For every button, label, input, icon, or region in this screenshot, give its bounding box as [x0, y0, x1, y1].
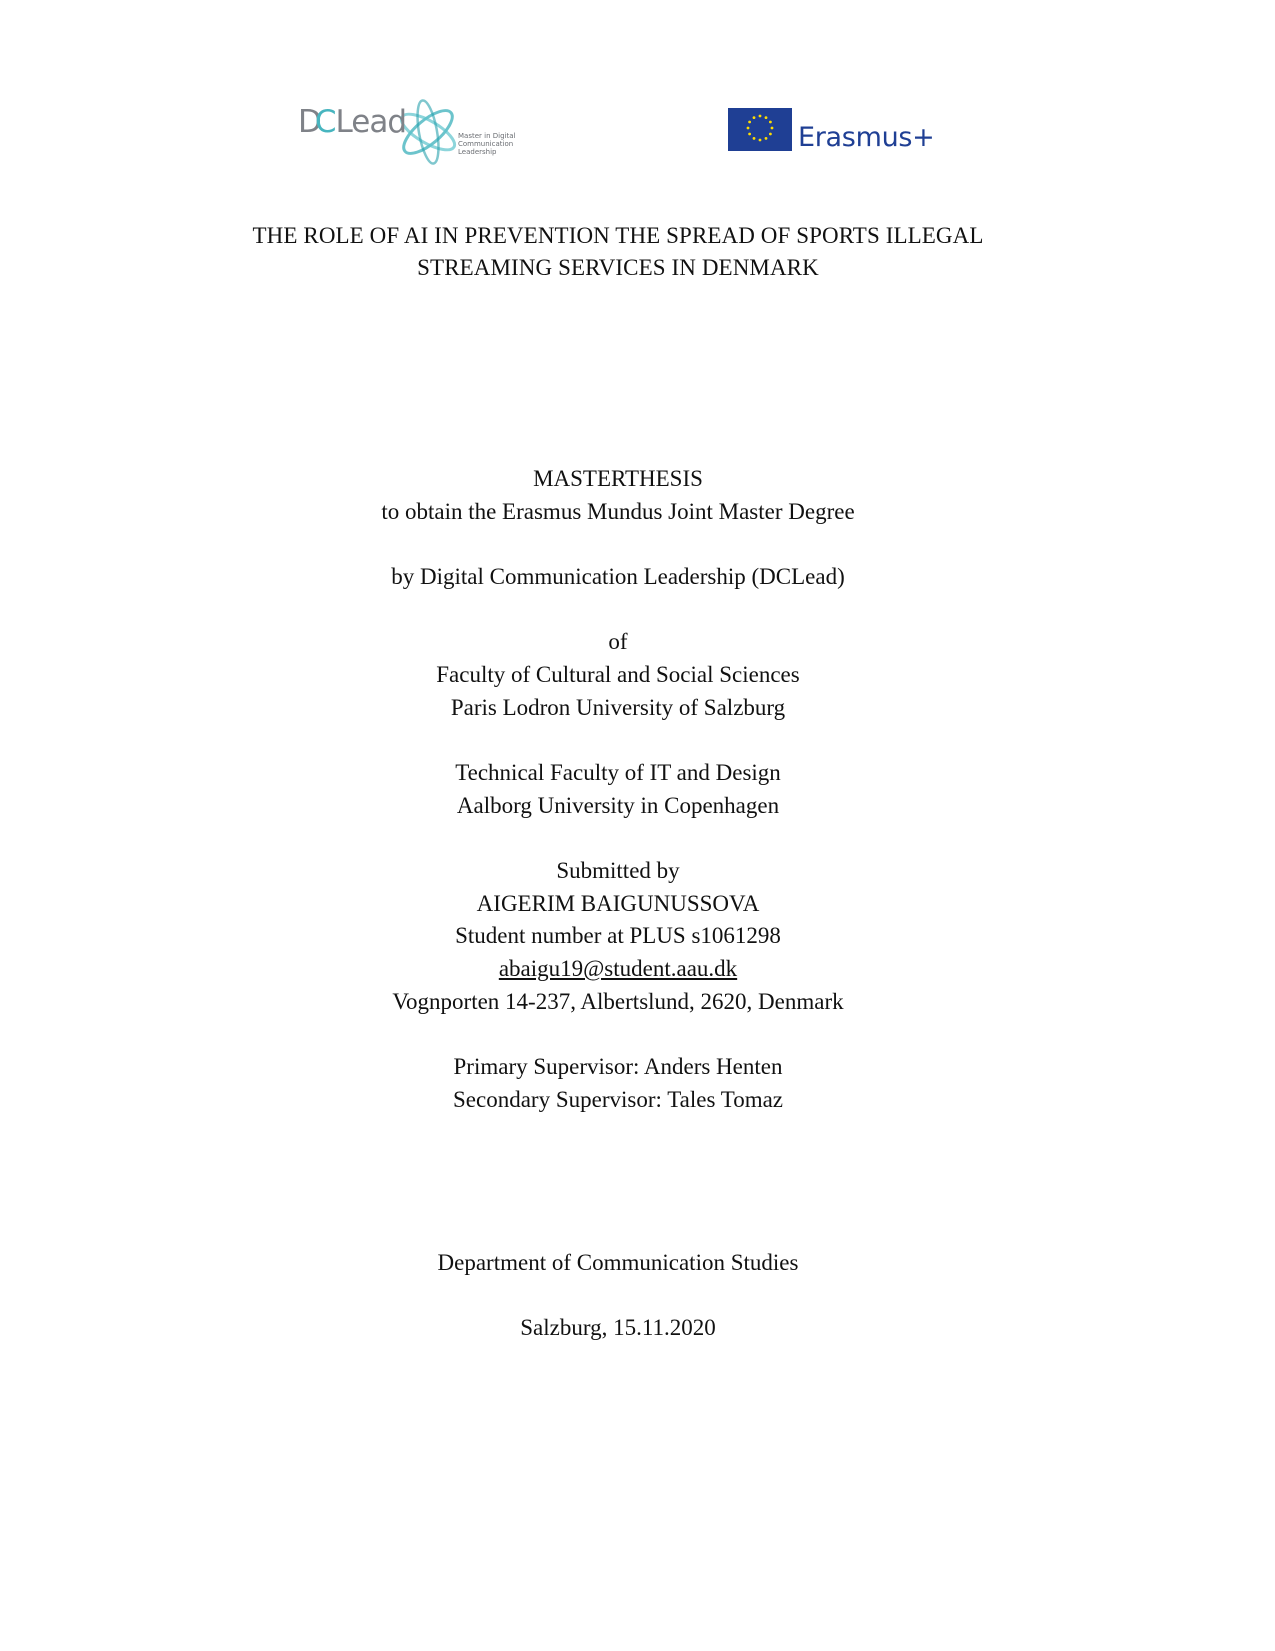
thesis-of: of: [608, 629, 628, 654]
university-aalborg: Aalborg University in Copenhagen: [456, 793, 780, 818]
thesis-type: MASTERTHESIS: [533, 466, 703, 491]
secondary-supervisor: Secondary Supervisor: Tales Tomaz: [453, 1087, 783, 1112]
author-name: AIGERIM BAIGUNUSSOVA: [476, 891, 760, 916]
thesis-title-line-1: THE ROLE OF AI IN PREVENTION THE SPREAD OF SPORTS ILLEGAL: [252, 223, 984, 248]
erasmus-logo: [728, 108, 943, 158]
author-address: Vognporten 14-237, Albertslund, 2620, Denmark: [392, 989, 844, 1014]
author-email-link[interactable]: abaigu19@student.aau.dk: [498, 956, 738, 981]
dclead-tagline: Master in Digital Communication Leadership: [458, 132, 516, 156]
dclead-logo: [298, 92, 528, 172]
eu-flag-icon: [728, 108, 792, 151]
thesis-title-line-2: STREAMING SERVICES IN DENMARK: [417, 255, 819, 280]
university-salzburg: Paris Lodron University of Salzburg: [450, 695, 786, 720]
faculty-salzburg: Faculty of Cultural and Social Sciences: [436, 662, 800, 687]
faculty-aalborg: Technical Faculty of IT and Design: [455, 760, 781, 785]
erasmus-wordmark: Erasmus+: [798, 122, 935, 153]
primary-supervisor: Primary Supervisor: Anders Henten: [453, 1054, 783, 1079]
dclead-wordmark: DCLead: [298, 104, 407, 140]
author-email-row: [0, 955, 1236, 983]
place-date: Salzburg, 15.11.2020: [520, 1315, 716, 1340]
thesis-purpose: to obtain the Erasmus Mundus Joint Master Degree: [381, 499, 855, 524]
student-number: Student number at PLUS s1061298: [455, 923, 781, 948]
submitted-by-label: Submitted by: [556, 858, 680, 883]
department: Department of Communication Studies: [437, 1250, 799, 1275]
thesis-program: by Digital Communication Leadership (DCLead): [391, 564, 845, 589]
